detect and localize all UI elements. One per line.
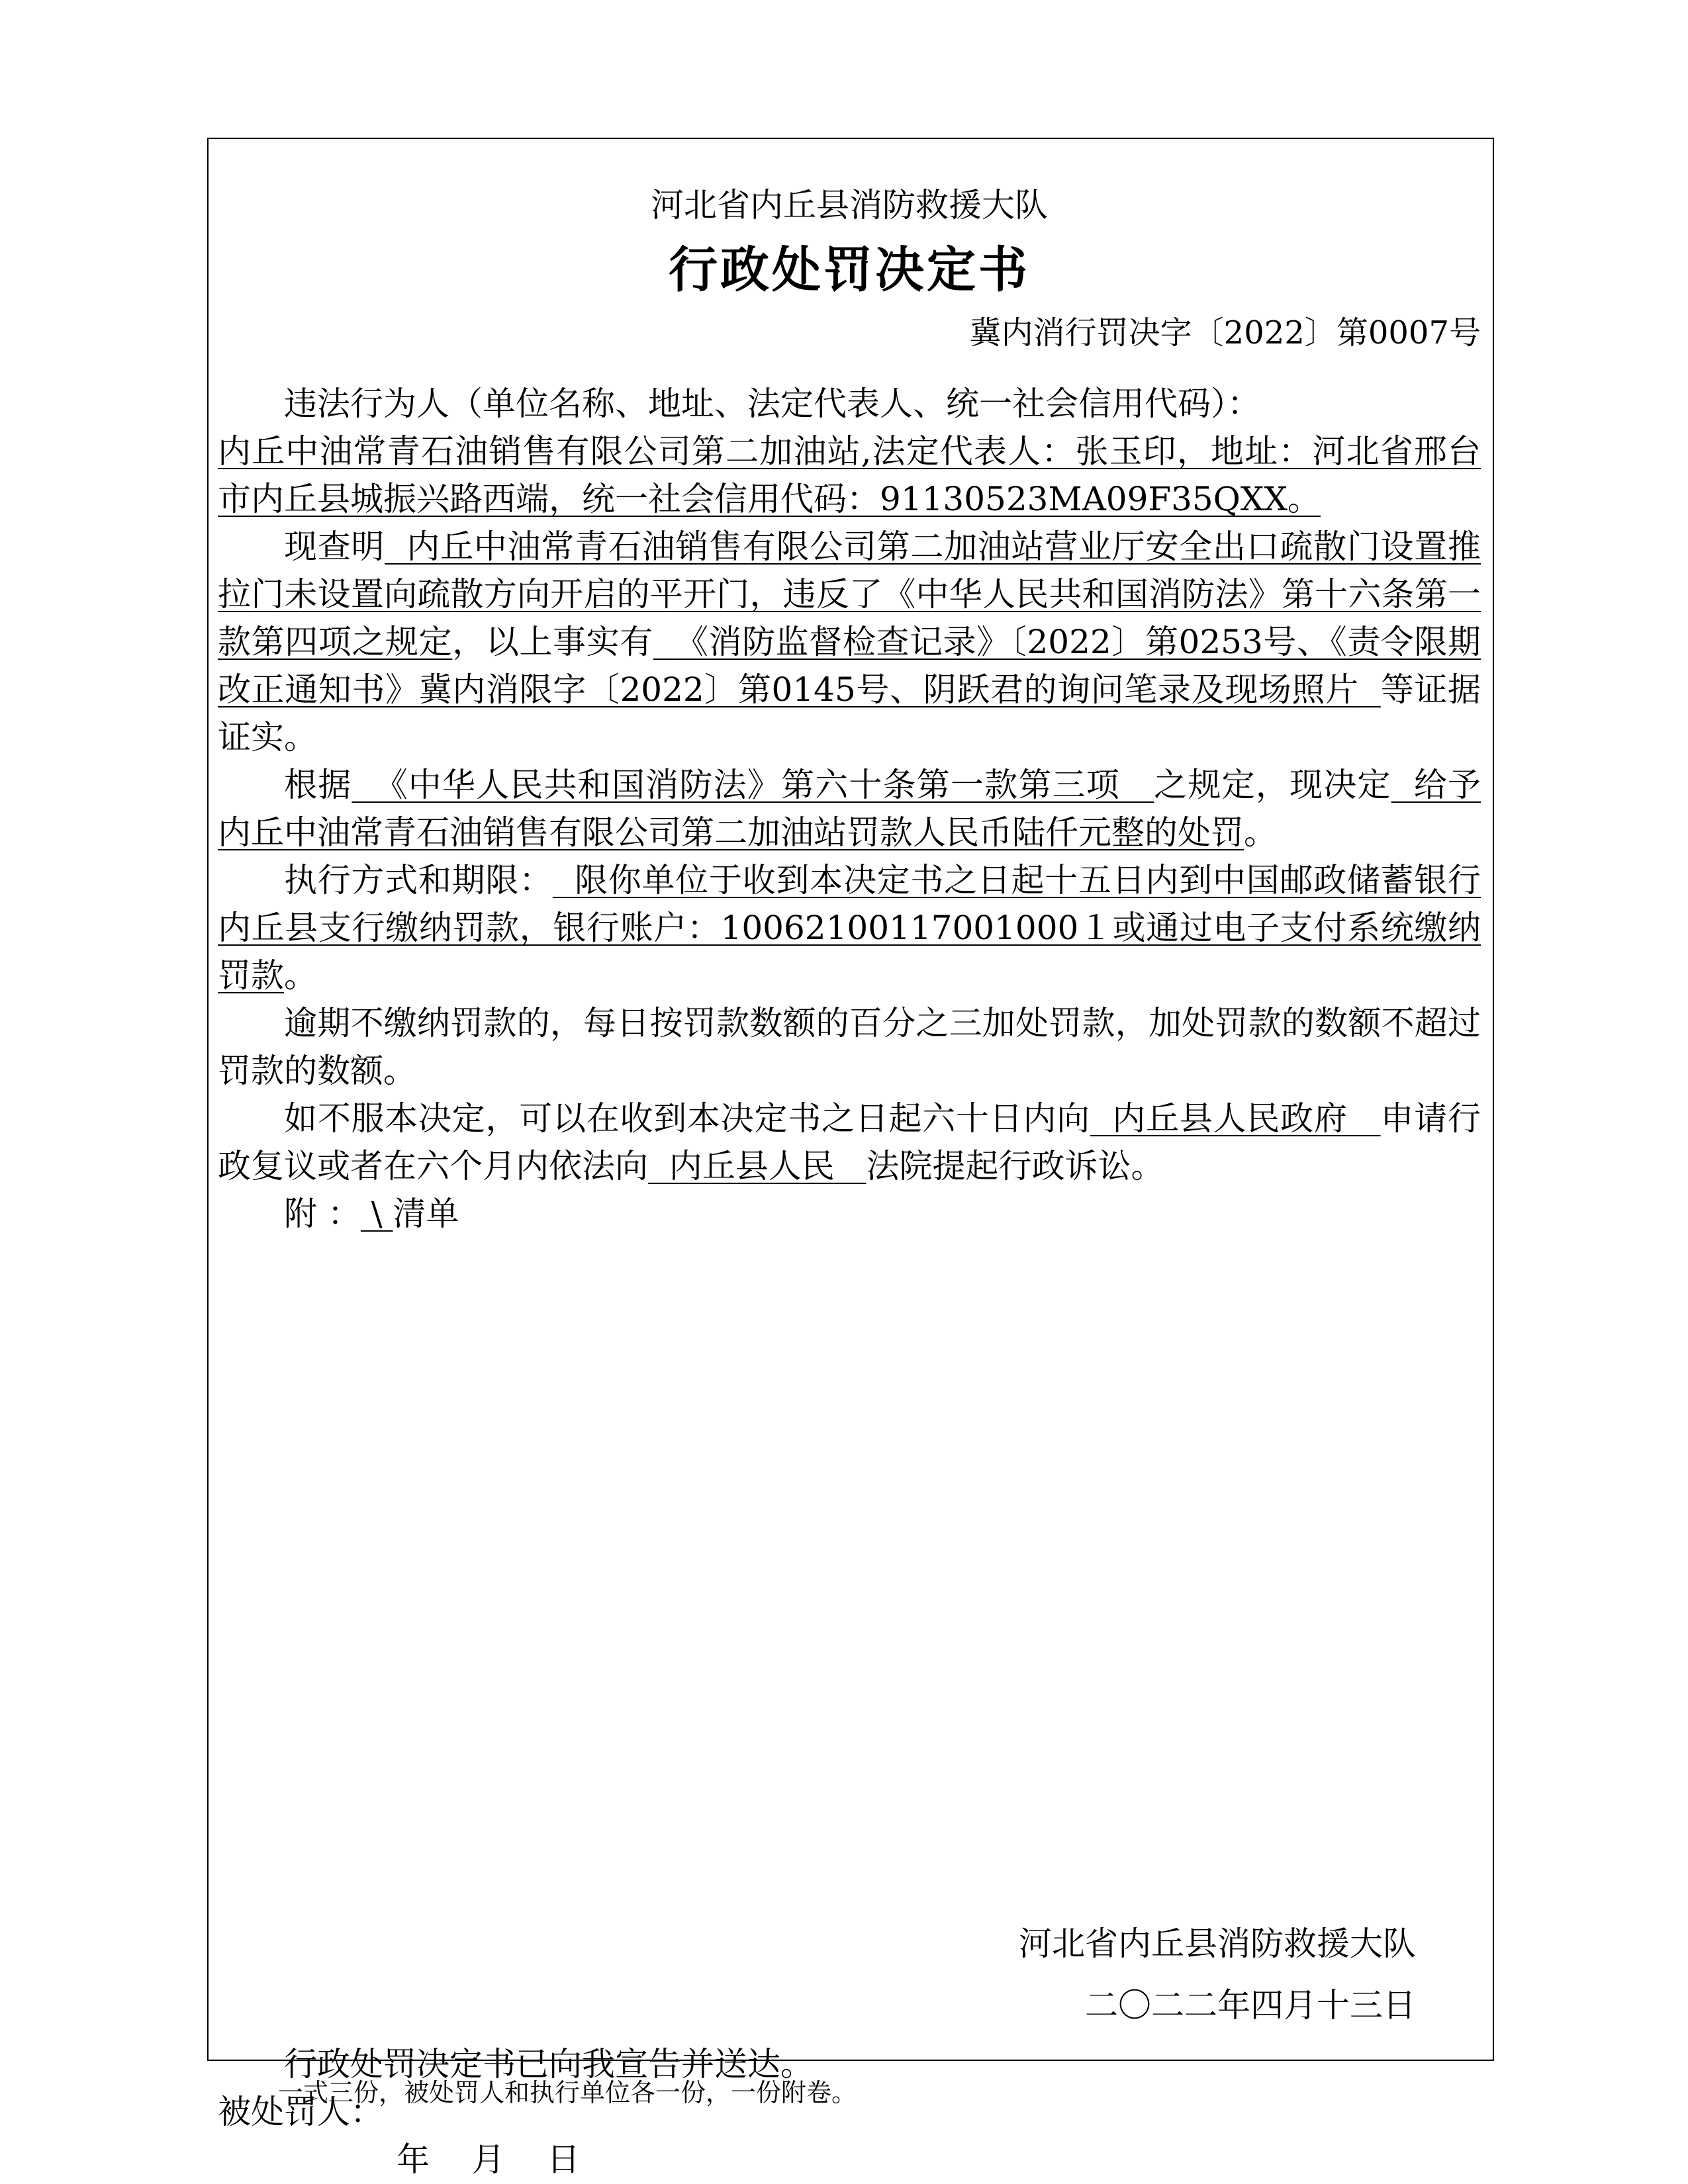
signature-date: 二〇二二年四月十三日 bbox=[1085, 1986, 1416, 2025]
execution-paragraph bbox=[218, 856, 1481, 999]
late-fee-paragraph: 逾期不缴纳罚款的，每日按罚款数额的百分之三加处罚款，加处罚款的数额不超过罚款的数额。 bbox=[218, 1004, 1481, 1090]
receipt-section bbox=[218, 2040, 1481, 2183]
attachment-value: \ bbox=[360, 1195, 393, 1233]
attachment-suffix: 清单 bbox=[393, 1195, 459, 1233]
basis-end: 。 bbox=[1244, 813, 1277, 852]
basis-label: 根据 bbox=[284, 766, 352, 804]
recipient-label: 被处罚人： bbox=[218, 2093, 383, 2131]
basis-pad-end bbox=[1120, 766, 1154, 804]
document-body bbox=[218, 380, 1481, 1238]
appeal-part2: 申请行政复议或者在六个月内依法向 bbox=[218, 1099, 1481, 1185]
appeal-government: 内丘县人民政府 bbox=[1112, 1099, 1348, 1138]
evidence-pad bbox=[653, 623, 675, 661]
document-number: 冀内消行罚决字〔2022〕第0007号 bbox=[969, 314, 1481, 351]
facts-connector: ，以上事实有 bbox=[452, 623, 653, 661]
copies-footnote: 一式三份，被处罚人和执行单位各一份，一份附卷。 bbox=[278, 2078, 857, 2107]
facts-paragraph bbox=[218, 523, 1481, 761]
issuing-authority: 河北省内丘县消防救援大队 bbox=[651, 186, 1048, 224]
basis-paragraph bbox=[218, 761, 1481, 856]
court-pad bbox=[648, 1147, 669, 1185]
gov-pad-end bbox=[1348, 1099, 1381, 1138]
attachment-label: 附 ： bbox=[284, 1195, 361, 1233]
decision-pad bbox=[1391, 766, 1414, 804]
appeal-part3: 法院提起行政诉讼。 bbox=[866, 1147, 1164, 1185]
document-title: 行政处罚决定书 bbox=[669, 242, 1030, 298]
attachment-paragraph bbox=[218, 1190, 1481, 1238]
gov-pad bbox=[1090, 1099, 1112, 1138]
receipt-date-line bbox=[218, 2136, 1481, 2183]
execution-label: 执行方式和期限： bbox=[284, 861, 553, 899]
appeal-court: 内丘县人民 bbox=[669, 1147, 835, 1185]
receipt-statement: 行政处罚决定书已向我宣告并送达。 bbox=[284, 2045, 814, 2083]
appeal-paragraph bbox=[218, 1095, 1481, 1190]
facts-label: 现查明 bbox=[284, 527, 385, 566]
basis-middle: 之规定，现决定 bbox=[1154, 766, 1391, 804]
basis-decision: 给予内丘中油常青石油销售有限公司第二加油站罚款人民币陆仟元整的处罚 bbox=[218, 766, 1481, 852]
party-value: 内丘中油常青石油销售有限公司第二加油站,法定代表人：张玉印，地址：河北省邢台市内丘县城振兴路西端，统一社会信用代码：91130523MA09F35QXX。 bbox=[218, 432, 1481, 518]
appeal-part1: 如不服本决定，可以在收到本决定书之日起六十日内向 bbox=[284, 1099, 1091, 1138]
facts-evidence: 《消防监督检查记录》〔2022〕第0253号、《责令限期改正通知书》冀内消限字〔2022〕第0145号、阴跃君的询问笔录及现场照片 bbox=[218, 623, 1481, 709]
party-details bbox=[218, 428, 1481, 523]
execution-pad bbox=[553, 861, 575, 899]
facts-pad bbox=[385, 527, 406, 566]
execution-end: 。 bbox=[284, 956, 317, 995]
court-pad-end bbox=[835, 1147, 867, 1185]
party-label: 违法行为人（单位名称、地址、法定代表人、统一社会信用代码）： bbox=[284, 385, 1260, 423]
receipt-date: 年 月 日 bbox=[397, 2140, 581, 2179]
signature-organization: 河北省内丘县消防救援大队 bbox=[1019, 1925, 1416, 1963]
execution-value: 限你单位于收到本决定书之日起十五日内到中国邮政储蓄银行内丘县支行缴纳罚款，银行账户：10062100117001000１或通过电子支付系统缴纳罚款 bbox=[218, 861, 1481, 995]
facts-value: 内丘中油常青石油销售有限公司第二加油站营业厅安全出口疏散门设置推拉门未设置向疏散方向开启的平开门，违反了《中华人民共和国消防法》第十六条第一款第四项之规定 bbox=[218, 527, 1481, 661]
facts-end: 等证据证实。 bbox=[218, 670, 1481, 756]
evidence-pad-end bbox=[1359, 670, 1381, 709]
basis-law: 《中华人民共和国消防法》第六十条第一款第三项 bbox=[374, 766, 1120, 804]
basis-pad bbox=[352, 766, 374, 804]
